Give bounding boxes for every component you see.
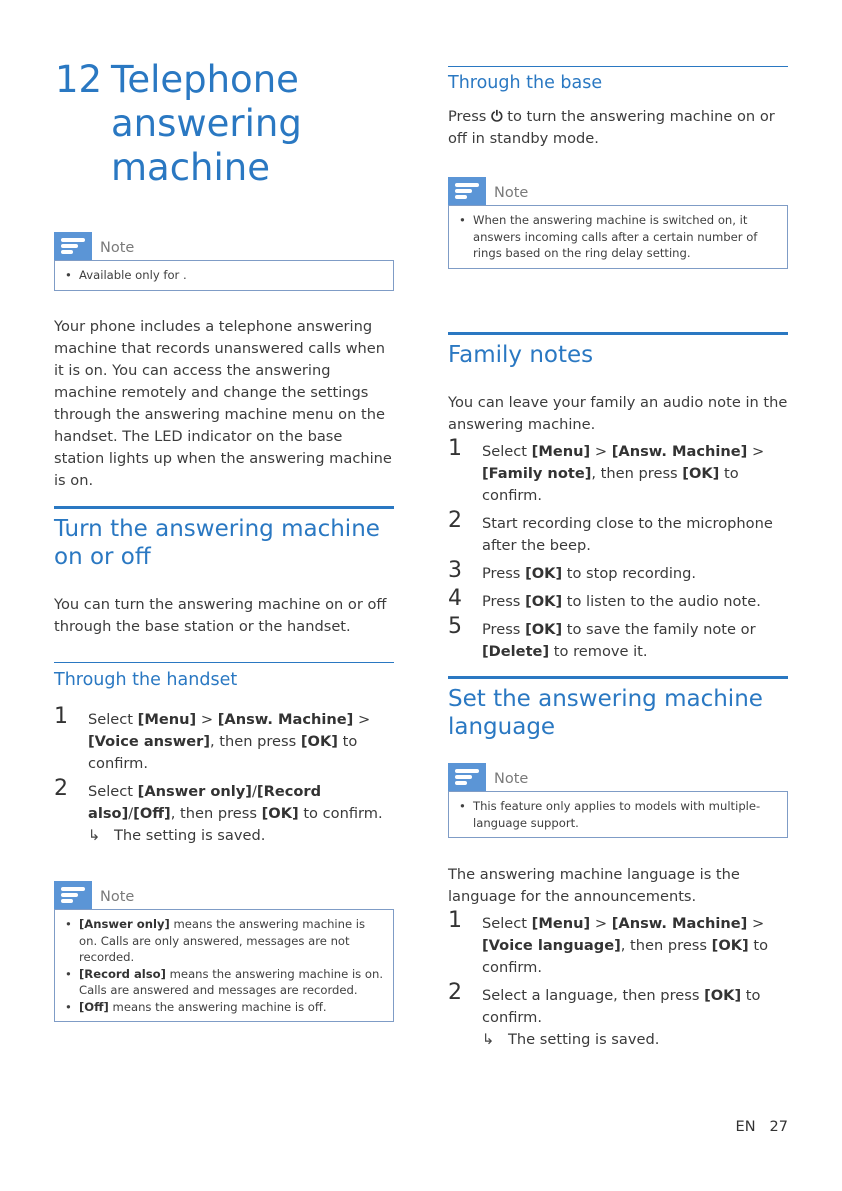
step-number: 2: [54, 776, 68, 801]
ui-label: [OK]: [704, 987, 742, 1004]
note-item: [63, 966, 385, 999]
step-text: [482, 619, 788, 663]
ui-label: [Record also]: [88, 783, 322, 822]
step-item: [448, 614, 788, 663]
step-text: [482, 591, 788, 613]
step-item: [54, 776, 394, 847]
ui-label: [Menu]: [137, 711, 197, 728]
text-segment: , then press: [620, 937, 712, 954]
text-segment: >: [590, 443, 612, 460]
step-number: 1: [448, 436, 462, 461]
ui-label: [OK]: [261, 805, 299, 822]
text-segment: /: [128, 805, 134, 822]
step-text: [482, 985, 788, 1029]
text-segment: Press: [482, 593, 526, 610]
ui-label: [OK]: [711, 937, 749, 954]
steps-list: [54, 704, 394, 853]
text-segment: to save the family note or: [562, 621, 756, 638]
step-text: [482, 563, 788, 585]
step-number: 5: [448, 614, 462, 639]
text-segment: You can leave your family an audio note in the answering machine.: [448, 394, 788, 433]
power-icon: ⏻: [491, 108, 503, 125]
text-segment: to stop recording.: [562, 565, 697, 582]
note-label: Note: [100, 240, 135, 256]
step-text: [482, 441, 788, 507]
note-item: [63, 916, 385, 966]
family-paragraph: [448, 392, 788, 436]
intro-paragraph: [54, 316, 394, 492]
text-segment: >: [747, 915, 765, 932]
text-segment: >: [747, 443, 765, 460]
text-segment: to listen to the audio note.: [562, 593, 761, 610]
step-number: 1: [448, 908, 462, 933]
step-number: 1: [54, 704, 68, 729]
step-result: [482, 1029, 788, 1051]
result-arrow-icon: ↳: [482, 1031, 495, 1048]
text-segment: Press: [448, 108, 492, 125]
step-item: [448, 508, 788, 557]
result-arrow-icon: ↳: [88, 827, 101, 844]
step-number: 3: [448, 558, 462, 583]
subsection-heading: Through the handset: [54, 670, 238, 690]
note-base: [448, 177, 788, 269]
step-number: 2: [448, 980, 462, 1005]
ui-label: [Voice answer]: [88, 733, 210, 750]
ui-label: [Family note]: [482, 465, 592, 482]
text-segment: Your phone includes a telephone answering machine that records unanswered calls when it is on. You can access the answering machine remotely and change the settings through the answering machine menu on the handset. The LED indicator on the base station lights up when the answering machine is on.: [54, 318, 392, 489]
text-segment: to confirm.: [482, 465, 739, 504]
text-segment: Select: [482, 915, 532, 932]
note-item: [457, 798, 779, 831]
note-icon: [54, 232, 92, 260]
text-segment: , then press: [210, 733, 301, 750]
note-icon: [448, 763, 486, 791]
page-number: 27: [769, 1119, 788, 1135]
note-modes: [54, 881, 394, 1022]
text-segment: .: [183, 268, 187, 282]
note-box: [54, 909, 394, 1022]
ui-label: [OK]: [682, 465, 720, 482]
note-item: [457, 212, 779, 262]
ui-label: [Answ. Machine]: [611, 443, 748, 460]
chapter-title: [55, 58, 302, 190]
steps-list: [448, 908, 788, 1057]
step-text: [482, 513, 788, 557]
step-item: [448, 980, 788, 1051]
section-divider: [448, 676, 788, 679]
text-segment: Start recording close to the microphone after the beep.: [482, 515, 773, 554]
text-segment: Select: [88, 711, 138, 728]
text-segment: means the answering machine is on. Calls are only answered, messages are not recorded.: [79, 917, 366, 964]
ui-label: [Voice language]: [482, 937, 621, 954]
title-line: Telephone: [111, 58, 299, 101]
text-segment: to confirm.: [298, 805, 383, 822]
step-item: [448, 436, 788, 507]
text-segment: Select a language, then press: [482, 987, 705, 1004]
note-box: [448, 791, 788, 838]
step-text: [482, 913, 788, 979]
step-text: [88, 781, 394, 825]
ui-label: [OK]: [300, 733, 338, 750]
page-footer: [722, 1119, 788, 1135]
step-item: [448, 586, 788, 613]
text-segment: , then press: [170, 805, 262, 822]
note-label: Note: [494, 185, 529, 201]
text-segment: to confirm.: [482, 987, 761, 1026]
note-item: [63, 267, 385, 284]
text-segment: to confirm.: [482, 937, 769, 976]
text-segment: /: [251, 783, 257, 800]
step-item: [448, 558, 788, 585]
step-number: 4: [448, 586, 462, 611]
step-item: [448, 908, 788, 979]
text-segment: to confirm.: [88, 733, 358, 772]
subsection-heading: Through the base: [448, 73, 603, 93]
step-number: 2: [448, 508, 462, 533]
note-label: Note: [100, 889, 135, 905]
note-label: Note: [494, 771, 529, 787]
ui-label: [OK]: [525, 593, 563, 610]
section-heading: Set the answering machine language: [448, 686, 763, 740]
ui-label: [Answ. Machine]: [217, 711, 354, 728]
subsection-divider: [54, 662, 394, 663]
ui-label: [Off]: [79, 999, 109, 1014]
ui-label: [Menu]: [531, 443, 591, 460]
note-language: [448, 763, 788, 838]
ui-label: [Delete]: [482, 643, 550, 660]
note-box: [448, 205, 788, 269]
ui-label: [Answer only]: [79, 917, 170, 931]
ui-label: [Answ. Machine]: [611, 915, 748, 932]
ui-label: [OK]: [525, 621, 563, 638]
note-icon: [54, 881, 92, 909]
step-result: [88, 825, 394, 847]
ui-label: [Record also]: [79, 966, 166, 981]
section-paragraph: [54, 594, 394, 638]
ui-label: [OK]: [525, 565, 563, 582]
chapter-number: 12: [55, 58, 103, 101]
text-segment: >: [590, 915, 612, 932]
text-segment: Press: [482, 621, 526, 638]
text-segment: Select: [88, 783, 138, 800]
steps-list: [448, 436, 788, 669]
text-segment: >: [196, 711, 218, 728]
note-availability: [54, 232, 394, 291]
text-segment: This feature only applies to models with multiple-language support.: [473, 799, 761, 830]
text-segment: Press: [482, 565, 526, 582]
language-paragraph: [448, 864, 788, 908]
ui-label: [Answer only]: [137, 783, 252, 800]
note-icon: [448, 177, 486, 205]
text-segment: to turn the answering machine on or off in standby mode.: [448, 108, 775, 147]
text-segment: The answering machine language is the language for the announcements.: [448, 866, 740, 905]
text-segment: Available only for: [79, 268, 183, 282]
section-heading: Turn the answering machine on or off: [54, 516, 380, 570]
text-segment: , then press: [591, 465, 683, 482]
section-divider: [54, 506, 394, 509]
text-segment: to remove it.: [549, 643, 648, 660]
step-text: [88, 709, 394, 775]
result-text: The setting is saved.: [508, 1031, 660, 1048]
note-item: [63, 999, 385, 1016]
footer-language: EN: [735, 1119, 756, 1135]
text-segment: You can turn the answering machine on or off through the base station or the handset.: [54, 596, 387, 635]
text-segment: means the answering machine is off.: [108, 999, 327, 1014]
section-heading: Family notes: [448, 342, 594, 368]
text-segment: Select: [482, 443, 532, 460]
title-line: answering: [111, 102, 302, 145]
note-box: [54, 260, 394, 291]
base-paragraph: [448, 106, 788, 150]
ui-label: [Menu]: [531, 915, 591, 932]
result-text: The setting is saved.: [114, 827, 266, 844]
text-segment: >: [353, 711, 371, 728]
text-segment: means the answering machine is on. Calls are answered and messages are recorded.: [79, 966, 384, 997]
ui-label: [Off]: [133, 805, 171, 822]
subsection-divider: [448, 66, 788, 67]
text-segment: When the answering machine is switched on, it answers incoming calls after a certain number of rings based on the ring delay setting.: [473, 213, 758, 260]
section-divider: [448, 332, 788, 335]
title-line: machine: [111, 146, 271, 189]
step-item: [54, 704, 394, 775]
